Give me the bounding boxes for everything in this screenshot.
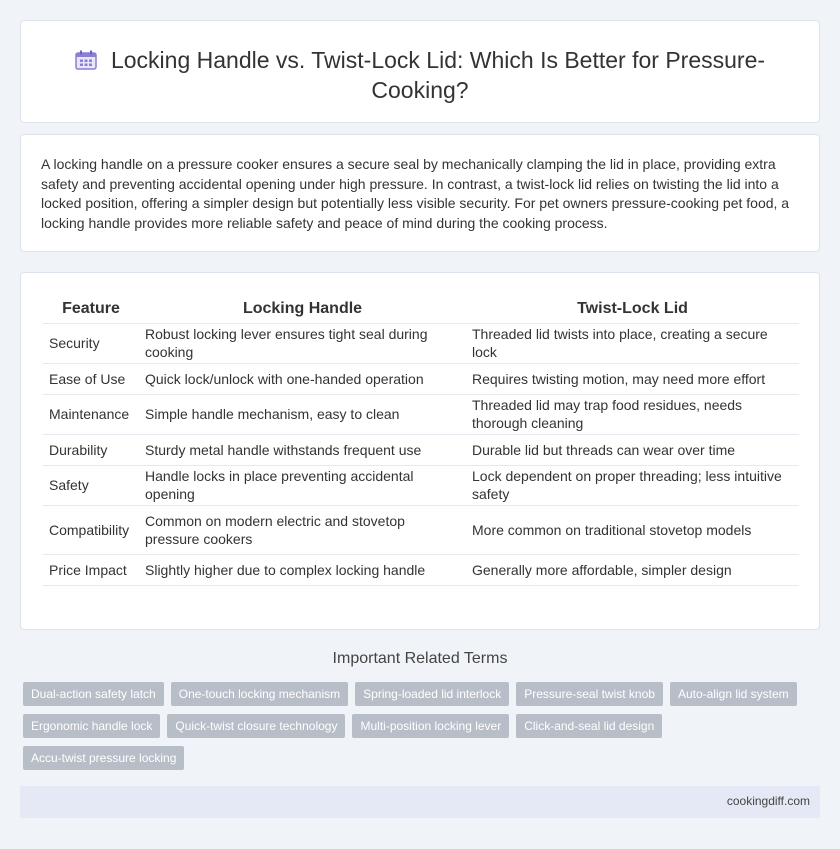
locking-handle-cell: Common on modern electric and stovetop pressure cookers <box>139 505 466 554</box>
table-header-row <box>43 295 799 323</box>
comparison-card <box>20 272 820 630</box>
term-tag[interactable]: One-touch locking mechanism <box>171 682 348 706</box>
table-row <box>43 363 799 394</box>
locking-handle-cell: Sturdy metal handle withstands frequent use <box>139 434 466 465</box>
tag-row <box>23 746 823 770</box>
feature-cell: Ease of Use <box>43 363 139 394</box>
table-row <box>43 434 799 465</box>
intro-card <box>20 134 820 252</box>
feature-cell: Maintenance <box>43 394 139 434</box>
twist-lock-cell: Requires twisting motion, may need more effort <box>466 363 799 394</box>
table-row <box>43 323 799 363</box>
term-tag[interactable]: Ergonomic handle lock <box>23 714 160 738</box>
locking-handle-cell: Robust locking lever ensures tight seal during cooking <box>139 323 466 363</box>
related-terms-heading: Important Related Terms <box>332 650 508 667</box>
twist-lock-cell: Lock dependent on proper threading; less intuitive safety <box>466 465 799 505</box>
table-row <box>43 505 799 554</box>
term-tag[interactable]: Accu-twist pressure locking <box>23 746 184 770</box>
feature-cell: Security <box>43 323 139 363</box>
calendar-icon <box>75 50 97 70</box>
locking-handle-cell: Quick lock/unlock with one-handed operation <box>139 363 466 394</box>
twist-lock-cell: Threaded lid twists into place, creating a secure lock <box>466 323 799 363</box>
term-tag[interactable]: Click-and-seal lid design <box>516 714 662 738</box>
term-tag[interactable]: Spring-loaded lid interlock <box>355 682 509 706</box>
twist-lock-cell: Threaded lid may trap food residues, needs thorough cleaning <box>466 394 799 434</box>
intro-paragraph: A locking handle on a pressure cooker ensures a secure seal by mechanically clamping the lid in place, providing extra safety and preventing accidental opening under high pressure. In contrast, a twist-lock lid relies on twisting the lid into a locked position, offering a simpler design but potentially less visible security. For pet owners pressure-cooking pet food, a locking handle provides more reliable safety and peace of mind during the cooking process. <box>41 156 790 231</box>
locking-handle-cell: Slightly higher due to complex locking handle <box>139 554 466 585</box>
footer <box>20 786 820 818</box>
table-row <box>43 554 799 585</box>
locking-handle-cell: Simple handle mechanism, easy to clean <box>139 394 466 434</box>
table-row <box>43 394 799 434</box>
header-feature: Feature <box>43 295 139 323</box>
term-tag[interactable]: Quick-twist closure technology <box>167 714 345 738</box>
twist-lock-cell: Durable lid but threads can wear over time <box>466 434 799 465</box>
comparison-table <box>43 295 799 586</box>
term-tag[interactable]: Auto-align lid system <box>670 682 797 706</box>
term-tag[interactable]: Dual-action safety latch <box>23 682 164 706</box>
twist-lock-cell: Generally more affordable, simpler design <box>466 554 799 585</box>
header-twist-lock-lid: Twist-Lock Lid <box>466 295 799 323</box>
feature-cell: Compatibility <box>43 505 139 554</box>
term-tag[interactable]: Multi-position locking lever <box>352 714 509 738</box>
title-card <box>20 20 820 123</box>
table-row <box>43 465 799 505</box>
feature-cell: Durability <box>43 434 139 465</box>
feature-cell: Price Impact <box>43 554 139 585</box>
term-tag[interactable]: Pressure-seal twist knob <box>516 682 663 706</box>
tag-row <box>23 714 823 738</box>
footer-site[interactable]: cookingdiff.com <box>726 794 810 808</box>
feature-cell: Safety <box>43 465 139 505</box>
locking-handle-cell: Handle locks in place preventing accidental opening <box>139 465 466 505</box>
related-terms-list <box>23 682 823 778</box>
tag-row <box>23 682 823 706</box>
page-title: Locking Handle vs. Twist-Lock Lid: Which Is Better for Pressure-Cooking? <box>110 47 766 103</box>
twist-lock-cell: More common on traditional stovetop models <box>466 505 799 554</box>
page-title-wrap <box>61 45 779 105</box>
header-locking-handle: Locking Handle <box>139 295 466 323</box>
